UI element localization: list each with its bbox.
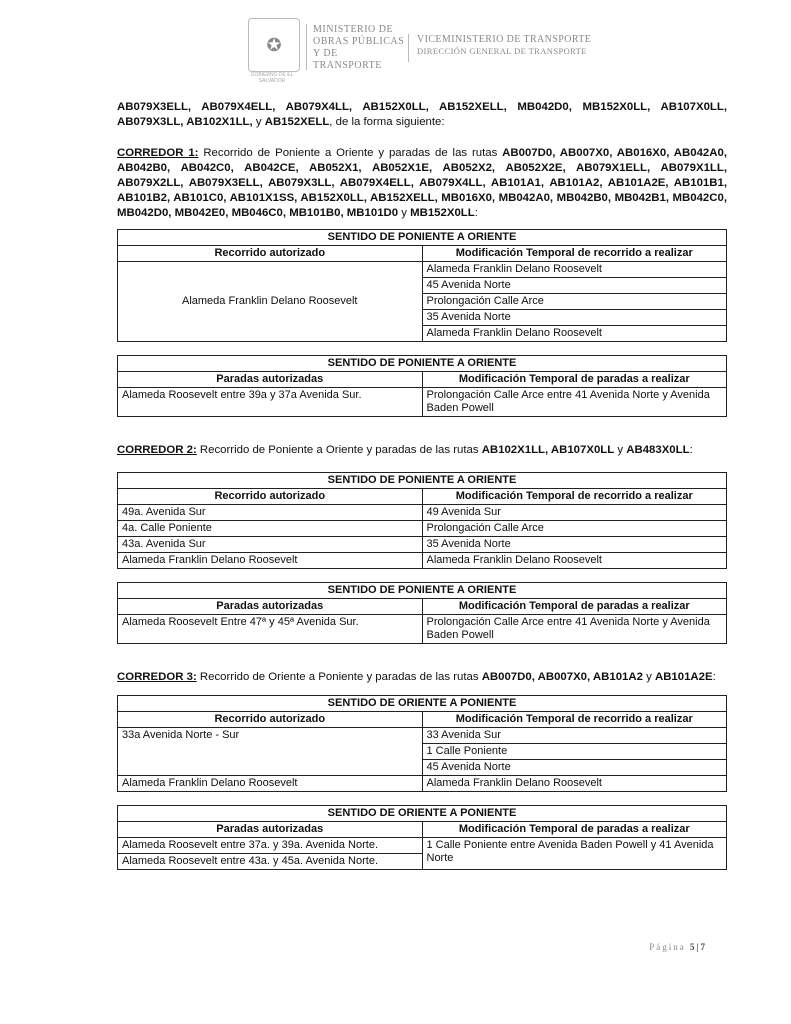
ministry-name	[306, 24, 407, 70]
column-header: Paradas autorizadas	[118, 822, 423, 838]
document-body	[117, 100, 727, 870]
corredor-2-routes: AB102X1LL, AB107X0LL	[481, 444, 615, 456]
ministry-line: OBRAS PÚBLICAS	[313, 36, 405, 47]
table-title: SENTIDO DE PONIENTE A ORIENTE	[118, 356, 727, 372]
column-header: Modificación Temporal de paradas a realizar	[422, 822, 727, 838]
modified-route: Alameda Franklin Delano Roosevelt	[422, 776, 727, 792]
authorized-stop: Alameda Roosevelt Entre 47ª y 45ª Avenida Sur.	[118, 615, 423, 644]
corredor-3-heading: CORREDOR 3:	[117, 671, 197, 683]
column-header: Paradas autorizadas	[118, 372, 423, 388]
authorized-route: Alameda Franklin Delano Roosevelt	[118, 553, 423, 569]
column-header: Modificación Temporal de recorrido a realizar	[422, 489, 727, 505]
directorate-title: DIRECCIÓN GENERAL DE TRANSPORTE	[417, 46, 587, 56]
corredor-1-stop-table	[117, 355, 727, 417]
column-header: Modificación Temporal de paradas a realizar	[422, 372, 727, 388]
intro-and: y	[252, 116, 265, 128]
corredor-2-stop-table	[117, 582, 727, 644]
authorized-route: 49a. Avenida Sur	[118, 505, 423, 521]
modified-route: 45 Avenida Norte	[422, 278, 727, 294]
authorized-stop: Alameda Roosevelt entre 43a. y 45a. Avenida Norte.	[118, 854, 423, 870]
vice-ministry	[408, 34, 591, 62]
column-header: Paradas autorizadas	[118, 599, 423, 615]
corredor-1-paragraph	[117, 146, 727, 221]
corredor-2-last-route: AB483X0LL	[626, 444, 690, 456]
corredor-3-and: y	[642, 671, 655, 683]
intro-last-route: AB152XELL	[264, 116, 330, 128]
coat-of-arms-icon: ✪	[248, 18, 300, 72]
seal-caption: GOBIERNO DE EL SALVADOR	[250, 72, 294, 84]
modified-route: Prolongación Calle Arce	[422, 521, 727, 537]
authorized-stop: Alameda Roosevelt entre 37a. y 39a. Avenida Norte.	[118, 838, 423, 854]
corredor-3-tail: :	[712, 671, 716, 683]
corredor-1-last-route: MB152X0LL	[410, 207, 475, 219]
corredor-2-tail: :	[689, 444, 693, 456]
authorized-stop: Alameda Roosevelt entre 39a y 37a Avenida Sur.	[118, 388, 423, 417]
modified-route: Prolongación Calle Arce	[422, 294, 727, 310]
modified-stop: Prolongación Calle Arce entre 41 Avenida Norte y Avenida Baden Powell	[422, 388, 727, 417]
intro-paragraph	[117, 100, 727, 130]
letterhead	[240, 16, 660, 84]
column-header: Modificación Temporal de recorrido a realizar	[422, 712, 727, 728]
table-title: SENTIDO DE PONIENTE A ORIENTE	[118, 583, 727, 599]
column-header: Recorrido autorizado	[118, 712, 423, 728]
corredor-2-and: y	[614, 444, 627, 456]
modified-route: 49 Avenida Sur	[422, 505, 727, 521]
corredor-3-stop-table	[117, 805, 727, 870]
column-header: Recorrido autorizado	[118, 246, 423, 262]
table-title: SENTIDO DE PONIENTE A ORIENTE	[118, 230, 727, 246]
modified-route: 1 Calle Poniente	[422, 744, 727, 760]
page-label: Página	[649, 942, 686, 952]
corredor-2-route-table	[117, 472, 727, 569]
corredor-1-and: y	[398, 207, 411, 219]
modified-route: 35 Avenida Norte	[422, 310, 727, 326]
table-title: SENTIDO DE PONIENTE A ORIENTE	[118, 473, 727, 489]
ministry-line: Y DE TRANSPORTE	[313, 48, 382, 71]
intro-tail: , de la forma siguiente:	[329, 116, 445, 128]
page-footer	[649, 942, 707, 952]
corredor-3-last-route: AB101A2E	[654, 671, 713, 683]
corredor-1-route-table	[117, 229, 727, 342]
modified-stop: Prolongación Calle Arce entre 41 Avenida Norte y Avenida Baden Powell	[422, 615, 727, 644]
column-header: Modificación Temporal de paradas a realizar	[422, 599, 727, 615]
table-title: SENTIDO DE ORIENTE A PONIENTE	[118, 696, 727, 712]
corredor-3-text: Recorrido de Oriente a Poniente y paradas de las rutas	[196, 671, 482, 683]
authorized-route: 33a Avenida Norte - Sur	[118, 728, 423, 776]
corredor-2-heading: CORREDOR 2:	[117, 444, 197, 456]
ministry-line: MINISTERIO DE	[313, 24, 394, 35]
column-header: Modificación Temporal de recorrido a realizar	[422, 246, 727, 262]
authorized-route: 43a. Avenida Sur	[118, 537, 423, 553]
modified-route: 45 Avenida Norte	[422, 760, 727, 776]
table-title: SENTIDO DE ORIENTE A PONIENTE	[118, 806, 727, 822]
column-header: Recorrido autorizado	[118, 489, 423, 505]
page-number: 5|7	[690, 942, 707, 952]
corredor-1-heading: CORREDOR 1:	[117, 147, 199, 159]
corredor-1-routes: AB007D0, AB007X0, AB016X0, AB042A0, AB042B0, AB042C0, AB042CE, AB052X1, AB052X1E, AB052X2, AB052X2E, AB079X1ELL, AB079X1LL, AB079X2LL, AB079X3ELL, AB079X3LL, AB079X4ELL, AB079X4LL, AB101A1, AB101A2, AB101A2E, AB101B1, AB101B2, AB101C0, AB101X1SS, AB152X0LL, AB152XELL, MB016X0, MB042A0, MB042B0, MB042B1, MB042C0, MB042D0, MB042E0, MB046C0, MB101B0, MB101D0	[117, 147, 727, 219]
corredor-3-routes: AB007D0, AB007X0, AB101A2	[481, 671, 643, 683]
modified-route: Alameda Franklin Delano Roosevelt	[422, 262, 727, 278]
authorized-route: 4a. Calle Poniente	[118, 521, 423, 537]
corredor-2-text: Recorrido de Poniente a Oriente y paradas de las rutas	[196, 444, 482, 456]
authorized-route: Alameda Franklin Delano Roosevelt	[118, 776, 423, 792]
corredor-3-paragraph	[117, 670, 727, 685]
corredor-2-paragraph	[117, 443, 727, 458]
corredor-1-tail: :	[474, 207, 478, 219]
modified-route: 35 Avenida Norte	[422, 537, 727, 553]
intro-routes: AB079X3ELL, AB079X4ELL, AB079X4LL, AB152X0LL, AB152XELL, MB042D0, MB152X0LL, AB107X0LL, AB079X3LL, AB102X1LL,	[117, 101, 727, 128]
authorized-route: Alameda Franklin Delano Roosevelt	[118, 262, 423, 342]
modified-stop: 1 Calle Poniente entre Avenida Baden Powell y 41 Avenida Norte	[422, 838, 727, 870]
corredor-1-text: Recorrido de Poniente a Oriente y paradas de las rutas	[198, 147, 503, 159]
modified-route: Alameda Franklin Delano Roosevelt	[422, 326, 727, 342]
modified-route: 33 Avenida Sur	[422, 728, 727, 744]
corredor-3-route-table	[117, 695, 727, 792]
modified-route: Alameda Franklin Delano Roosevelt	[422, 553, 727, 569]
vice-ministry-title: VICEMINISTERIO DE TRANSPORTE	[417, 34, 592, 45]
